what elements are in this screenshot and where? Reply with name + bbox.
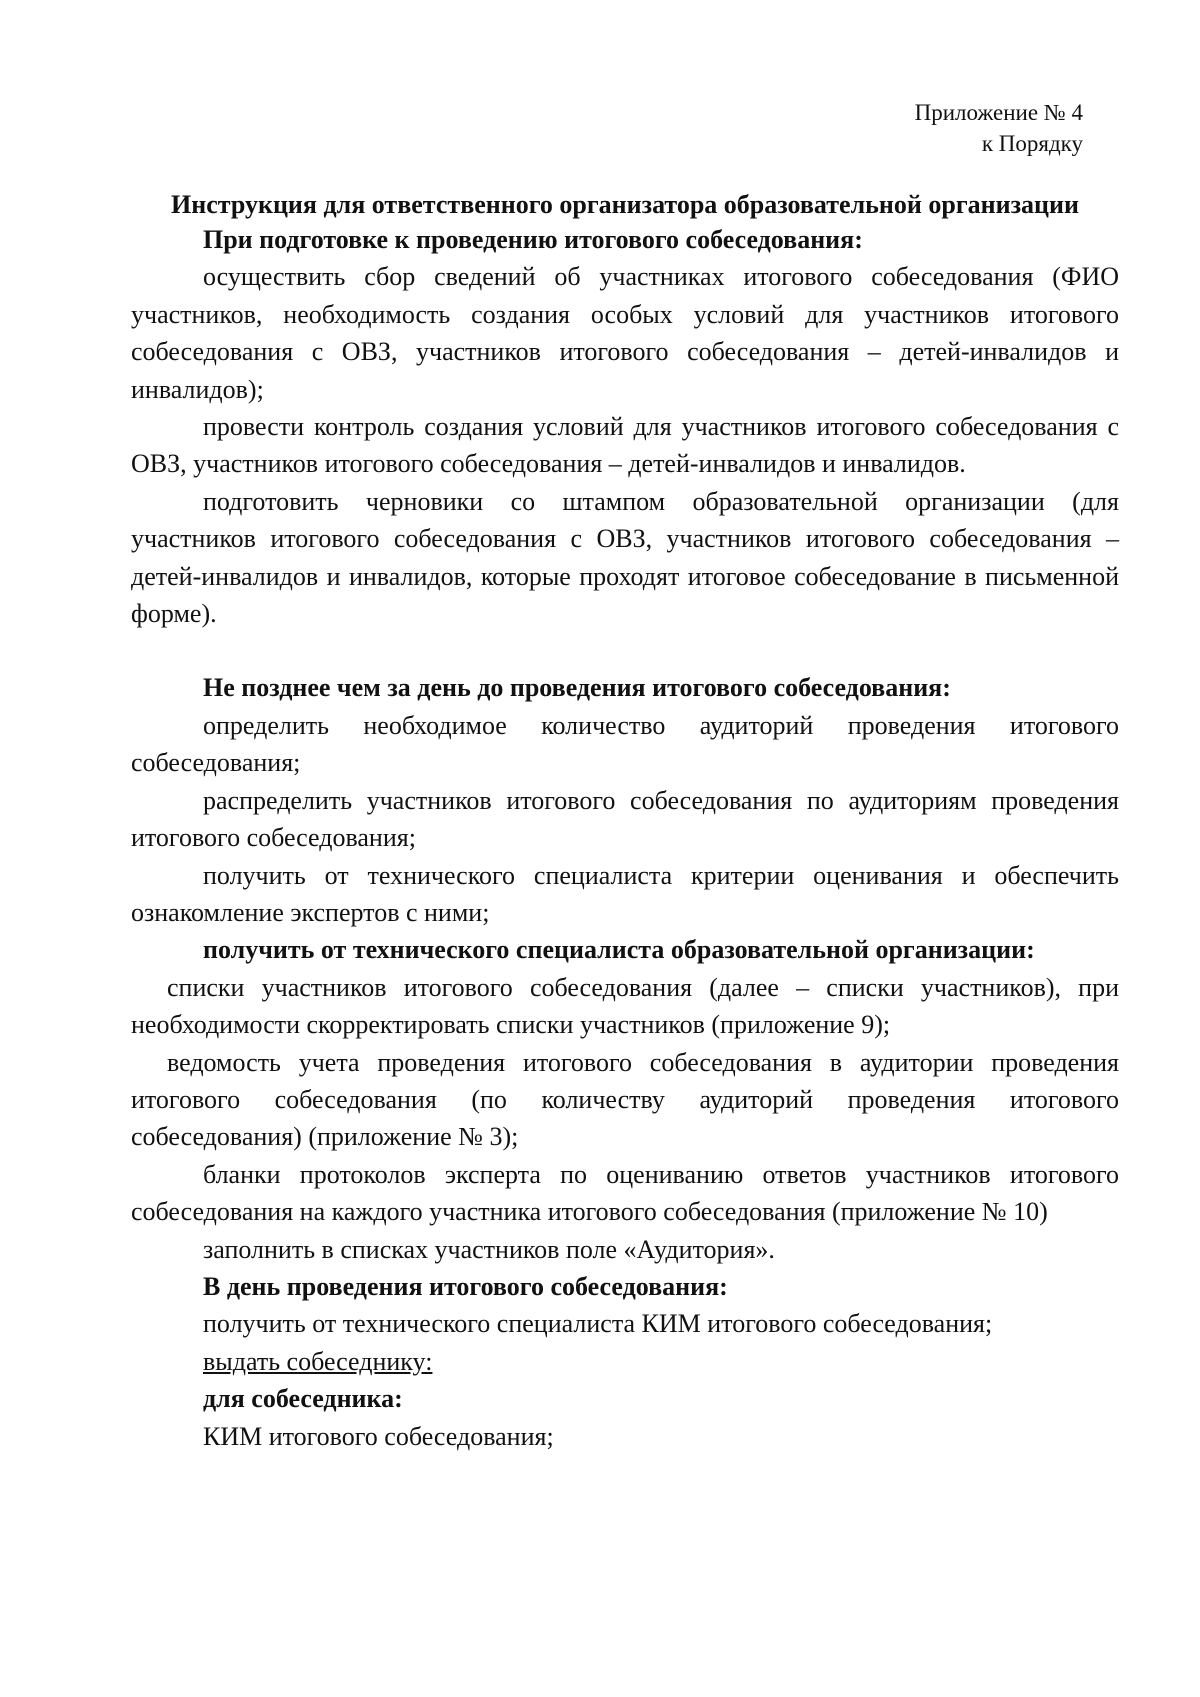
paragraph: провести контроль создания условий для участников итогового собеседования с ОВЗ, участников итогового собеседования – детей-инвалидов и инвалидов. — [131, 412, 1119, 479]
paragraph: получить от технического специалиста критерии оценивания и обеспечить ознакомление экспертов с ними; — [131, 860, 1119, 927]
appendix-reference: к Порядку — [981, 131, 1083, 156]
section-heading-preparation: При подготовке к проведению итогового собеседования: — [203, 225, 863, 254]
document-title: Инструкция для ответственного организатора образовательной организации — [171, 190, 1079, 219]
section-heading-day-of: В день проведения итогового собеседования: — [203, 1271, 728, 1301]
appendix-number: Приложение № 4 — [914, 100, 1083, 125]
paragraph: подготовить черновики со штампом образовательной организации (для участников итогового собеседования с ОВЗ, участников итогового собеседования – детей-инвалидов и инвалидов, которые проходят итоговое собеседование в письменной форме). — [131, 486, 1119, 629]
paragraph: заполнить в списках участников поле «Аудитория». — [203, 1234, 775, 1264]
paragraph: КИМ итогового собеседования; — [203, 1421, 554, 1451]
paragraph: определить необходимое количество аудиторий проведения итогового собеседования; — [131, 710, 1119, 778]
paragraph: распределить участников итогового собеседования по аудиториям проведения итогового собеседования; — [131, 785, 1119, 853]
appendix-header — [915, 97, 1083, 159]
underlined-text: выдать собеседнику: — [203, 1346, 433, 1376]
subsection-heading-interlocutor: для собеседника: — [203, 1384, 403, 1414]
paragraph: осуществить сбор сведений об участниках итогового собеседования (ФИО участников, необходимость создания особых условий для участников итогового собеседования с ОВЗ, участников итогового собеседования – детей-инвалидов и инвалидов); — [131, 262, 1119, 404]
paragraph: списки участников итогового собеседования (далее – списки участников), при необходимости скорректировать списки участников (приложение 9); — [131, 972, 1119, 1040]
paragraph-underlined — [131, 1343, 1119, 1380]
spacer — [131, 632, 1119, 669]
section-heading-day-before: Не позднее чем за день до проведения итогового собеседования: — [203, 673, 951, 703]
paragraph: ведомость учета проведения итогового собеседования в аудитории проведения итогового собеседования (по количеству аудиторий проведения итогового собеседования) (приложение № 3); — [131, 1047, 1119, 1152]
subsection-heading-receive: получить от технического специалиста образовательной организации: — [203, 935, 1035, 965]
paragraph: бланки протоколов эксперта по оцениванию ответов участников итогового собеседования на каждого участника итогового собеседования (приложение № 10) — [131, 1159, 1119, 1227]
paragraph: получить от технического специалиста КИМ итогового собеседования; — [203, 1309, 993, 1339]
document-body — [131, 188, 1119, 1455]
